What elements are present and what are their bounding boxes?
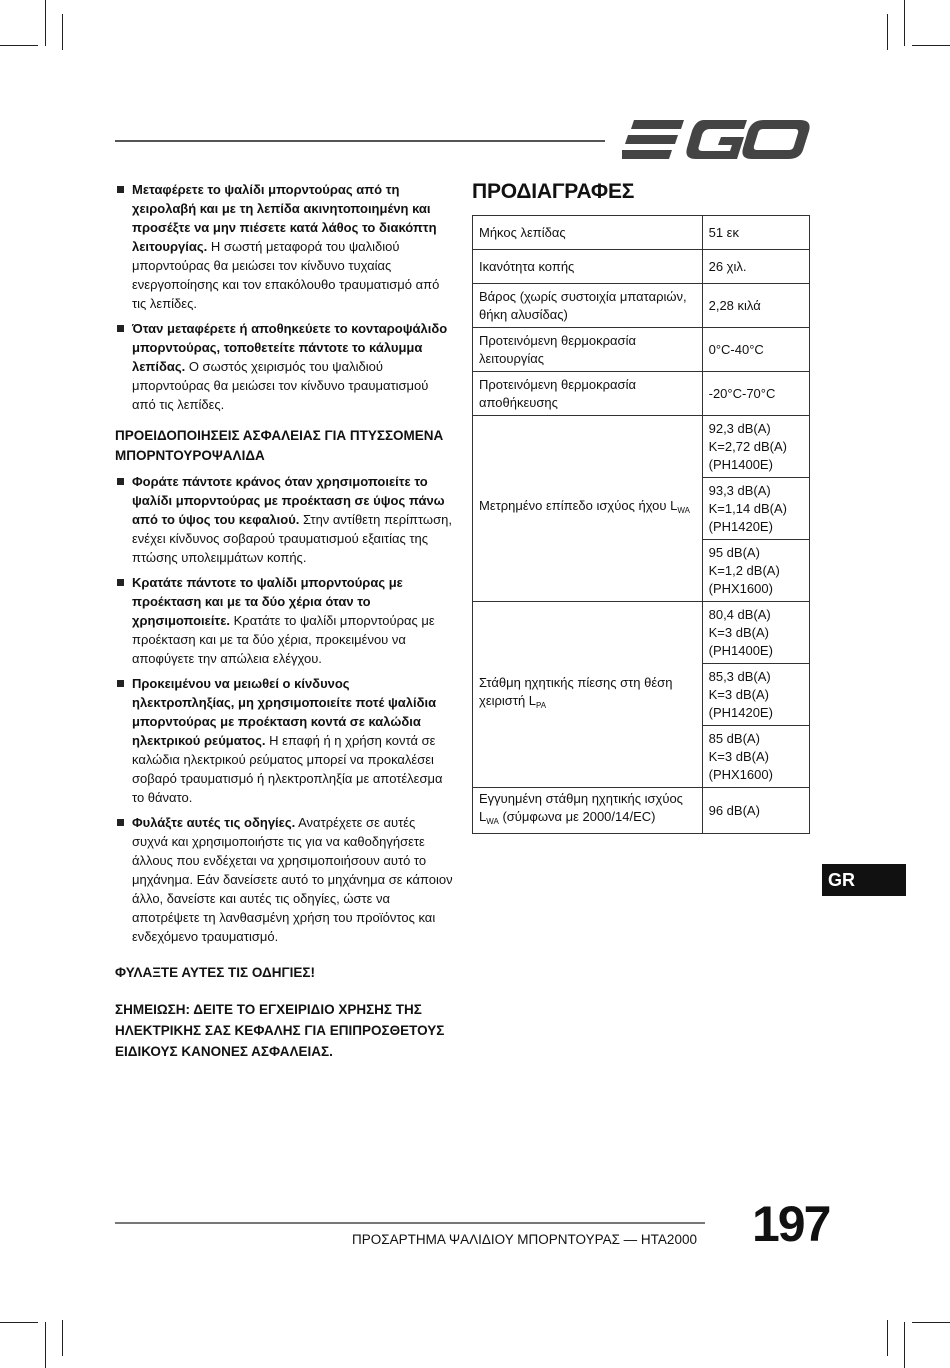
- spec-value: [702, 726, 809, 788]
- crop-mark: [62, 1320, 63, 1356]
- value-line: K=3 dB(A): [708, 748, 769, 764]
- spec-label: Προτεινόμενη θερμοκρασία λειτουργίας: [473, 328, 703, 372]
- crop-mark: [45, 0, 46, 46]
- square-bullet-icon: [117, 680, 124, 687]
- bullet-text: Η σωστή μεταφορά του ψαλιδιού μπορντούρας θα μειώσει τον κίνδυνο τυχαίας ενεργοποίησης και τον επακόλουθο τραυματισμό από τις λεπίδες.: [132, 239, 440, 311]
- spec-value: 0°C-40°C: [702, 328, 809, 372]
- crop-mark: [62, 14, 63, 50]
- value-line: (PHX1600): [708, 766, 773, 782]
- table-row: [473, 328, 810, 372]
- header-rule: [115, 140, 605, 142]
- square-bullet-icon: [117, 478, 124, 485]
- spec-label-text: Εγγυημένη στάθμη ηχητικής ισχύος L: [479, 791, 683, 824]
- bullet-bold-text: Κρατάτε πάντοτε το ψαλίδι μπορντούρας με προέκταση και με τα δύο χέρια όταν το χρησιμοποιείτε.: [132, 575, 403, 628]
- spec-value: 96 dB(A): [702, 788, 809, 834]
- spec-value: 51 εκ: [702, 216, 809, 250]
- square-bullet-icon: [117, 579, 124, 586]
- bullet-bold-text: Φυλάξτε αυτές τις οδηγίες.: [132, 815, 296, 830]
- value-line: (PH1420E): [708, 518, 773, 534]
- bullet-text: Ανατρέχετε σε αυτές συχνά και χρησιμοποιήστε τις για να καθοδηγήσετε άλλους που ενδέχεται να χρησιμοποιήσουν αυτό το μηχάνημα. Εάν δανείσετε αυτό το μηχάνημα σε κάποιον άλλο, δανείστε και αυτές τις οδηγίες, ώστε να αποτρέψετε τη λανθασμένη χρήση του προϊόντος και ενδεχόμενο τραυματισμό.: [132, 815, 453, 944]
- spec-value: [702, 478, 809, 540]
- value-line: K=1,2 dB(A): [708, 562, 780, 578]
- value-line: (PH1400E): [708, 642, 773, 658]
- spec-value: [702, 664, 809, 726]
- table-row: [473, 216, 810, 250]
- spec-label-text: Στάθμη ηχητικής πίεσης στη θέση χειριστή L: [479, 675, 673, 708]
- bullet-text: Ο σωστός χειρισμός του ψαλιδιού μπορντούρας θα μειώσει τον κίνδυνο τραυματισμού από τις λεπίδες.: [132, 359, 429, 412]
- value-line: K=1,14 dB(A): [708, 500, 788, 516]
- list-item: [115, 674, 453, 807]
- spec-label: [473, 788, 703, 834]
- value-line: (PH1400E): [708, 456, 773, 472]
- bullet-bold-text: Προκειμένου να μειωθεί ο κίνδυνος ηλεκτροπληξίας, μη χρησιμοποιείτε ποτέ ψαλίδια μπορντούρας με προέκταση κοντά σε καλώδια ηλεκτρικού ρεύματος.: [132, 676, 437, 748]
- spec-value: [702, 540, 809, 602]
- spec-label-subscript: WA: [677, 506, 690, 515]
- note-heading: ΣΗΜΕΙΩΣΗ: ΔΕΙΤΕ ΤΟ ΕΓΧΕΙΡΙΔΙΟ ΧΡΗΣΗΣ ΤΗΣ ΗΛΕΚΤΡΙΚΗΣ ΣΑΣ ΚΕΦΑΛΗΣ ΓΙΑ ΕΠΙΠΡΟΣΘΕΤΟΥΣ ΕΙΔΙΚΟΥΣ ΚΑΝΟΝΕΣ ΑΣΦΑΛΕΙΑΣ.: [115, 1002, 445, 1059]
- footer-rule: [115, 1222, 705, 1224]
- bullet-text: Στην αντίθετη περίπτωση, ενέχει κίνδυνος σοβαρού τραυματισμού εξαιτίας της πτώσης υπολειμμάτων κοπής.: [132, 512, 452, 565]
- bullet-bold-text: Μεταφέρετε το ψαλίδι μπορντούρας από τη χειρολαβή και με τη λεπίδα ακινητοποιημένη και προσέξτε να μην πιέσετε κατά λάθος το διακόπτη λειτουργίας.: [132, 182, 437, 254]
- spec-label: Βάρος (χωρίς συστοιχία μπαταριών, θήκη αλυσίδας): [473, 284, 703, 328]
- keep-instructions-heading: ΦΥΛΑΞΤΕ ΑΥΤΕΣ ΤΙΣ ΟΔΗΓΙΕΣ!: [115, 965, 315, 980]
- specifications-title: ΠΡΟΔΙΑΓΡΑΦΕΣ: [472, 180, 635, 203]
- value-line: K=2,72 dB(A): [708, 438, 788, 454]
- table-row: [473, 250, 810, 284]
- spec-value: 2,28 κιλά: [702, 284, 809, 328]
- table-row: [473, 372, 810, 416]
- value-line: 95 dB(A): [708, 544, 760, 560]
- page-number: 197: [752, 1196, 830, 1252]
- square-bullet-icon: [117, 819, 124, 826]
- spec-value: 26 χιλ.: [702, 250, 809, 284]
- crop-mark: [887, 1320, 888, 1356]
- list-item: [115, 319, 453, 414]
- spec-label: [473, 602, 703, 788]
- crop-mark: [904, 0, 905, 46]
- list-item: [115, 472, 453, 567]
- spec-label-text: (σύμφωνα με 2000/14/EC): [498, 809, 656, 824]
- value-line: (PHX1600): [708, 580, 773, 596]
- crop-mark: [912, 45, 950, 46]
- table-row: [473, 416, 810, 478]
- bullet-text: Η επαφή ή η χρήση κοντά σε καλώδια ηλεκτρικού ρεύματος μπορεί να προκαλέσει σοβαρό τραυματισμό ή ηλεκτροπληξία με αποτέλεσμα το θάνατο.: [132, 733, 443, 805]
- crop-mark: [45, 1322, 46, 1368]
- table-row: [473, 788, 810, 834]
- crop-mark: [0, 1322, 38, 1323]
- crop-mark: [904, 1322, 905, 1368]
- list-item: [115, 573, 453, 668]
- bullet-text: Κρατάτε το ψαλίδι μπορντούρας με προέκταση και με τα δύο χέρια, προκειμένου να αποφύγετε την απώλεια ελέγχου.: [132, 613, 435, 666]
- value-line: 85,3 dB(A): [708, 668, 771, 684]
- ego-logo-mark: [622, 118, 812, 162]
- spec-label: Ικανότητα κοπής: [473, 250, 703, 284]
- bullet-bold-text: Φοράτε πάντοτε κράνος όταν χρησιμοποιείτε το ψαλίδι μπορντούρας με προέκταση σε ύψος πάνω από το ύψος του κεφαλιού.: [132, 474, 445, 527]
- spec-label-subscript: WA: [486, 817, 499, 826]
- crop-mark: [0, 45, 38, 46]
- safety-instructions-column: [115, 180, 453, 1062]
- list-item: [115, 813, 453, 946]
- spec-value: [702, 602, 809, 664]
- value-line: 93,3 dB(A): [708, 482, 771, 498]
- list-item: [115, 180, 453, 313]
- spec-value: [702, 416, 809, 478]
- spec-label: Προτεινόμενη θερμοκρασία αποθήκευσης: [473, 372, 703, 416]
- language-tab: GR: [822, 864, 906, 896]
- specifications-table: [472, 215, 810, 834]
- crop-mark: [887, 14, 888, 50]
- value-line: (PH1420E): [708, 704, 773, 720]
- value-line: 85 dB(A): [708, 730, 760, 746]
- spec-label-subscript: PA: [536, 701, 547, 710]
- value-line: 92,3 dB(A): [708, 420, 771, 436]
- ego-logo: [622, 118, 812, 162]
- spec-value: -20°C-70°C: [702, 372, 809, 416]
- table-row: [473, 284, 810, 328]
- value-line: K=3 dB(A): [708, 686, 769, 702]
- value-line: K=3 dB(A): [708, 624, 769, 640]
- footer-text: ΠΡΟΣΑΡΤΗΜΑ ΨΑΛΙΔΙΟΥ ΜΠΟΡΝΤΟΥΡΑΣ — HTA2000: [352, 1232, 697, 1247]
- spec-label-text: Μετρημένο επίπεδο ισχύος ήχου L: [479, 498, 678, 513]
- spec-label: Μήκος λεπίδας: [473, 216, 703, 250]
- crop-mark: [912, 1322, 950, 1323]
- bullet-bold-text: Όταν μεταφέρετε ή αποθηκεύετε το κονταροψάλιδο μπορντούρας, τοποθετείτε πάντοτε το κάλυμμα λεπίδας.: [132, 321, 448, 374]
- spec-label: [473, 416, 703, 602]
- square-bullet-icon: [117, 186, 124, 193]
- section-heading: ΠΡΟΕΙΔΟΠΟΙΗΣΕΙΣ ΑΣΦΑΛΕΙΑΣ ΓΙΑ ΠΤΥΣΣΟΜΕΝΑ ΜΠΟΡΝΤΟΥΡΟΨΑΛΙΔΑ: [115, 428, 444, 463]
- value-line: 80,4 dB(A): [708, 606, 771, 622]
- square-bullet-icon: [117, 325, 124, 332]
- table-row: [473, 602, 810, 664]
